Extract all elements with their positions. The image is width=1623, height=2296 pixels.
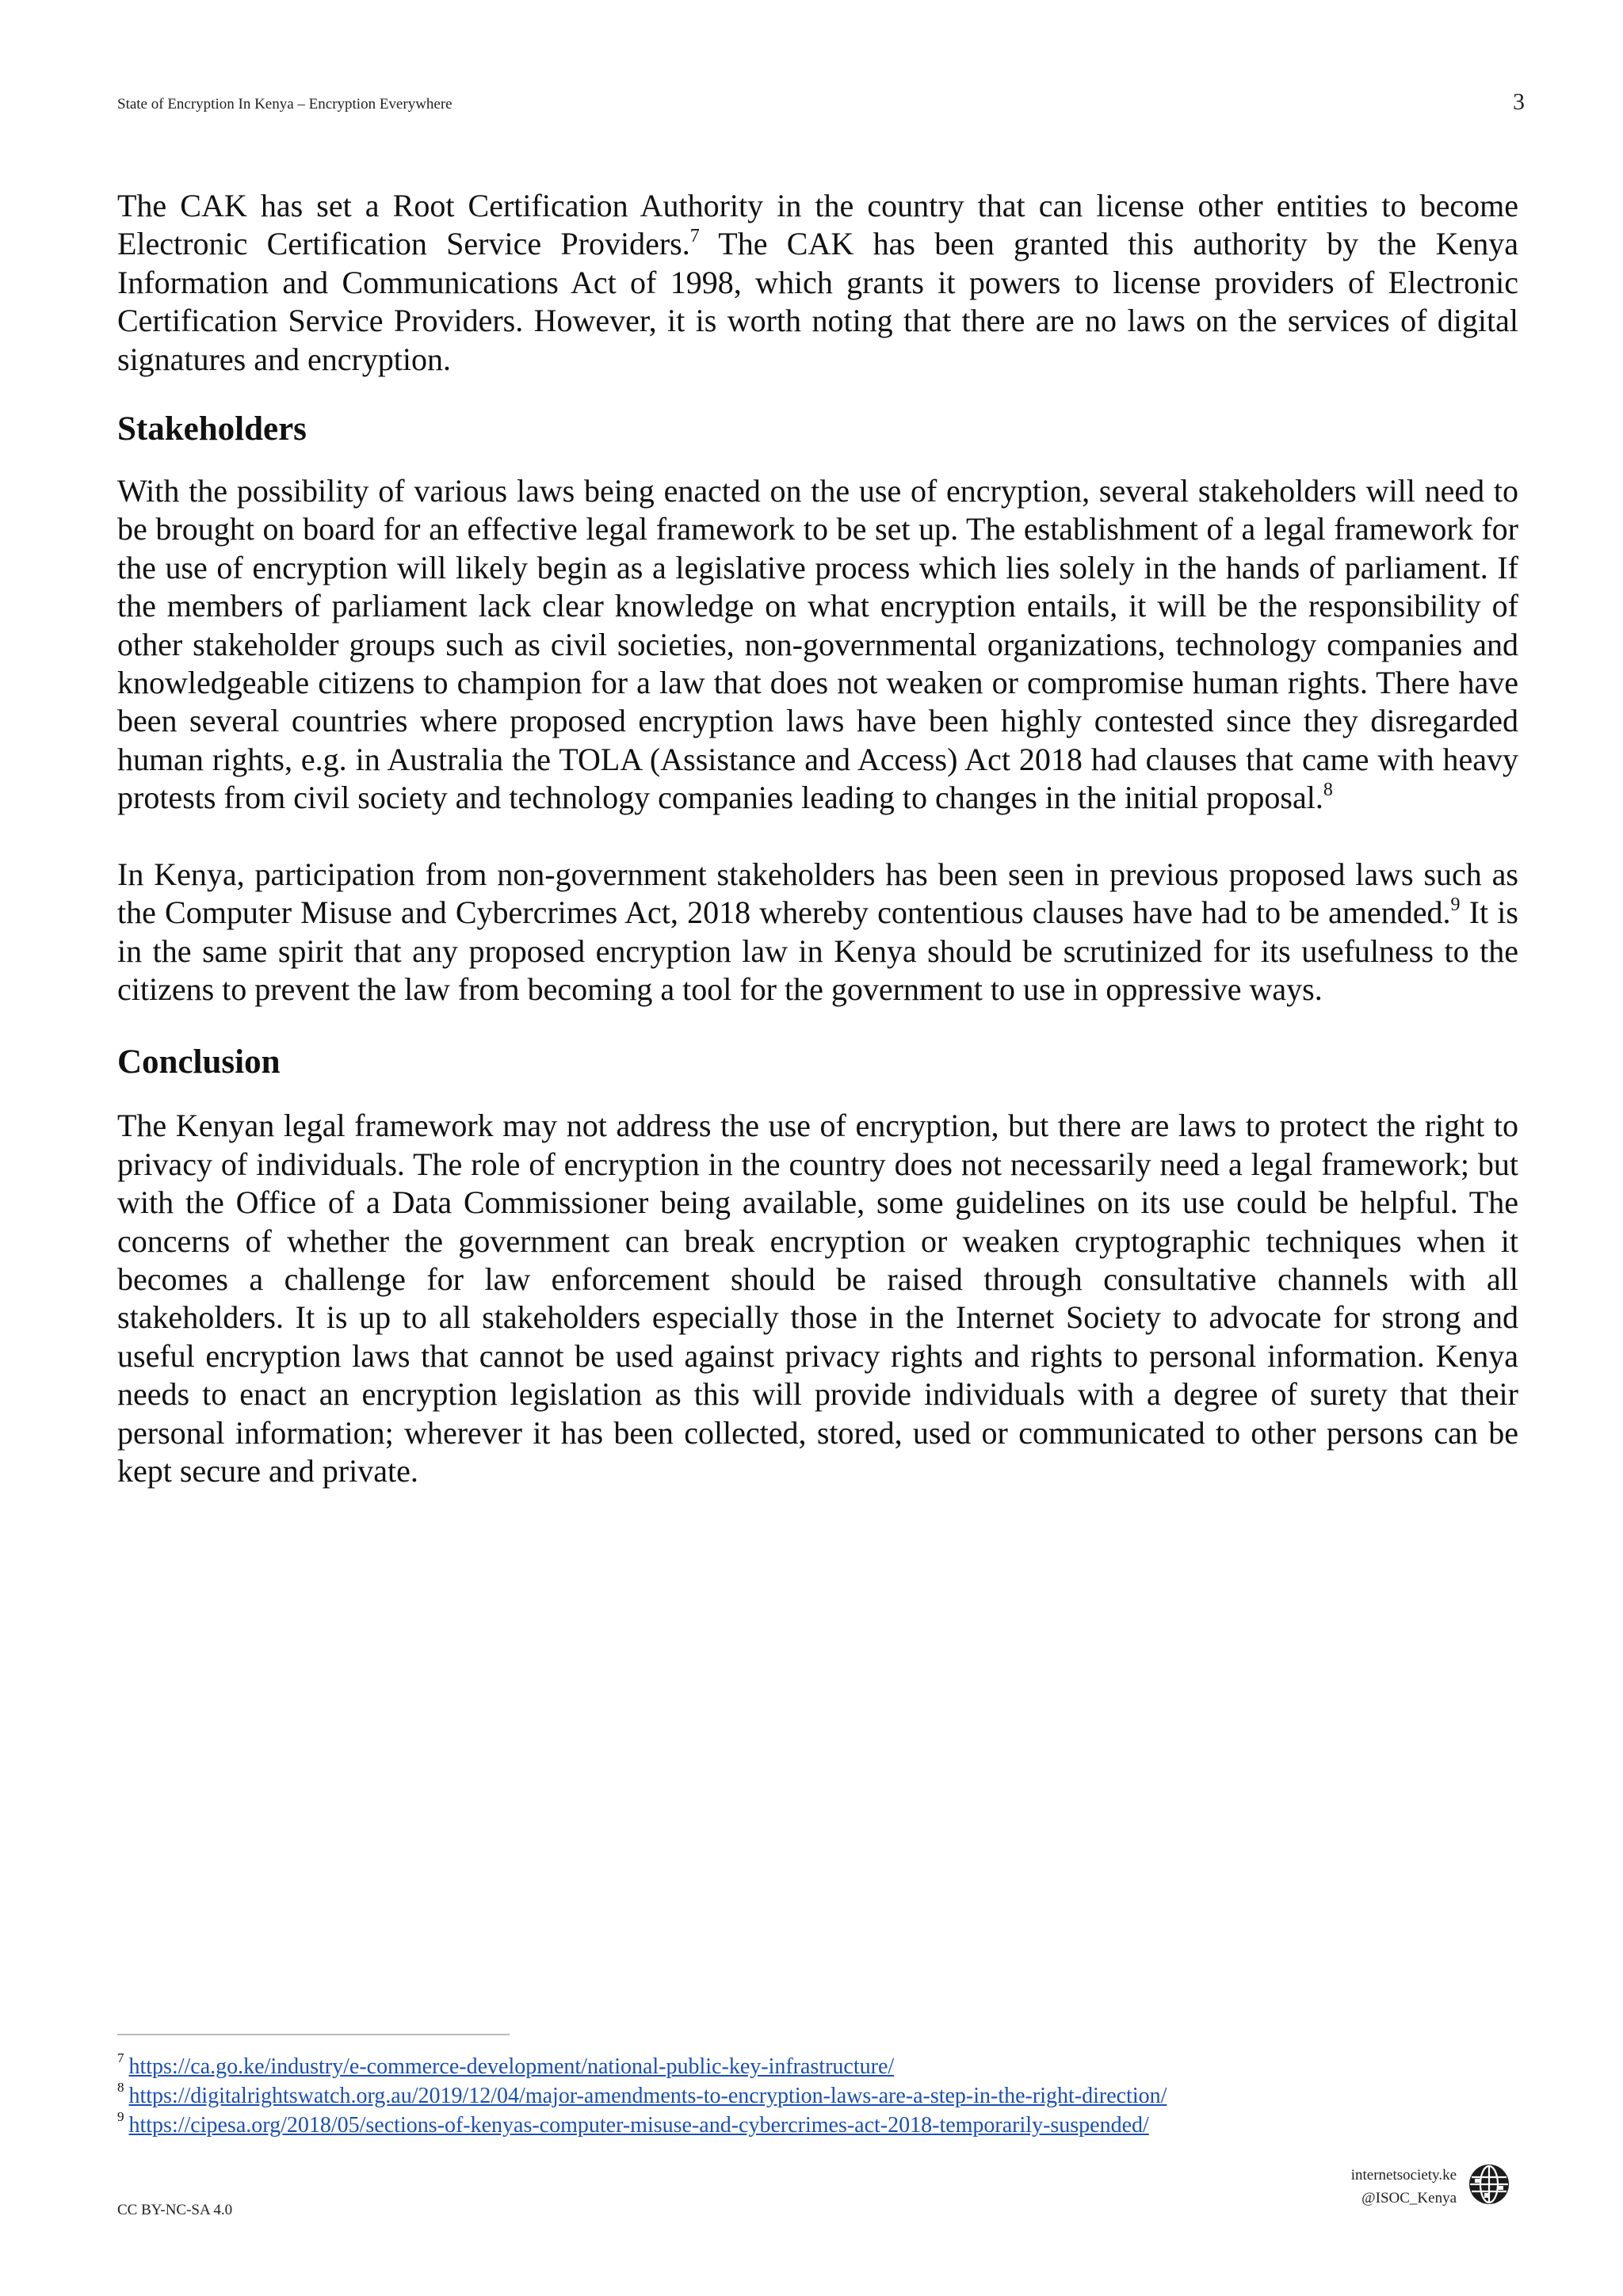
- paragraph-text: It is in the same spirit that any proposed encryption law in Kenya should be scrutinized for its usefulness to the citizens to prevent the law from becoming a tool for the government to use in oppressive ways.: [117, 894, 1518, 1007]
- footnote-separator: [117, 2034, 510, 2035]
- footnote-ref-7[interactable]: 7: [689, 226, 700, 247]
- paragraph-text: The CAK has set a Root Certification Authority in the country that can license other entities to become Electronic Certification Service Providers.: [117, 188, 1518, 262]
- paragraph-text: The Kenyan legal framework may not address the use of encryption, but there are laws to protect the right to privacy of individuals. The role of encryption in the country does not necessarily need a legal framework; but with the Office of a Data Commissioner being available, some guidelines on its use could be helpful. The concerns of whether the government can break encryption or weaken cryptographic techniques when it becomes a challenge for law enforcement should be raised through consultative channels with all stakeholders. It is up to all stakeholders especially those in the Internet Society to advocate for strong and useful encryption laws that cannot be used against privacy rights and rights to personal information. Kenya needs to enact an encryption legislation as this will provide individuals with a degree of surety that their personal information; wherever it has been collected, stored, used or communicated to other persons can be kept secure and private.: [117, 1108, 1518, 1489]
- footnote-number: 7: [117, 2050, 124, 2065]
- footnote-ref-9[interactable]: 9: [1450, 894, 1461, 915]
- license-label: CC BY-NC-SA 4.0: [117, 2202, 233, 2218]
- paragraph-text: The CAK has been granted this authority by the Kenya Information and Communications Act of 1998, which grants it powers to license providers of Electronic Certification Service Providers. However, it is worth noting that there are no laws on the services of digital signatures and encryption.: [117, 226, 1519, 377]
- page-number: 3: [1513, 89, 1525, 115]
- footnote-link-8[interactable]: https://digitalrightswatch.org.au/2019/12/04/major-amendments-to-encryption-laws-are-a-step-in-the-right-direction/: [128, 2084, 1167, 2108]
- body-text: [117, 187, 1518, 1490]
- paragraph-kenya-participation: [117, 856, 1518, 1009]
- footnote-number: 8: [117, 2079, 124, 2095]
- footnote-number: 9: [117, 2108, 124, 2124]
- paragraph-text: With the possibility of various laws being enacted on the use of encryption, several stakeholders will need to be brought on board for an effective legal framework to be set up. The establishment of a legal framework for the use of encryption will likely begin as a legislative process which lies solely in the hands of parliament. If the members of parliament lack clear knowledge on what encryption entails, it will be the responsibility of other stakeholder groups such as civil societies, non-governmental organizations, technology companies and knowledgeable citizens to champion for a law that does not weaken or compromise human rights. There have been several countries where proposed encryption laws have been highly contested since they disregarded human rights, e.g. in Australia the TOLA (Assistance and Access) Act 2018 had clauses that came with heavy protests from civil society and technology companies leading to changes in the initial proposal.: [117, 473, 1518, 816]
- footnote-7: [117, 2052, 1167, 2081]
- footnote-link-9[interactable]: https://cipesa.org/2018/05/sections-of-kenyas-computer-misuse-and-cybercrimes-act-2018-temporarily-suspended/: [128, 2113, 1149, 2138]
- heading-stakeholders: Stakeholders: [117, 410, 307, 448]
- footnote-9: [117, 2108, 1167, 2140]
- footnote-link-7[interactable]: https://ca.go.ke/industry/e-commerce-development/national-public-key-infrastructure/: [128, 2054, 895, 2079]
- paragraph-text: In Kenya, participation from non-government stakeholders has been seen in previous proposed laws such as the Computer Misuse and Cybercrimes Act, 2018 whereby contentious clauses have had to be amended.: [117, 856, 1518, 931]
- footer-website[interactable]: internetsociety.ke: [1350, 2167, 1457, 2183]
- paragraph-conclusion: [117, 1107, 1518, 1490]
- footnote-ref-8[interactable]: 8: [1323, 779, 1333, 800]
- footnote-8: [117, 2081, 1167, 2111]
- paragraph-cak-root-authority: [117, 187, 1518, 379]
- isoc-globe-icon: [1468, 2164, 1510, 2205]
- footnotes: [117, 2052, 1167, 2140]
- running-header: State of Encryption In Kenya – Encryption Everywhere: [117, 96, 453, 113]
- heading-conclusion: Conclusion: [117, 1043, 281, 1081]
- footer-contact: [1351, 2164, 1457, 2210]
- paragraph-stakeholders: [117, 472, 1518, 818]
- footer-handle[interactable]: @ISOC_Kenya: [1361, 2190, 1457, 2206]
